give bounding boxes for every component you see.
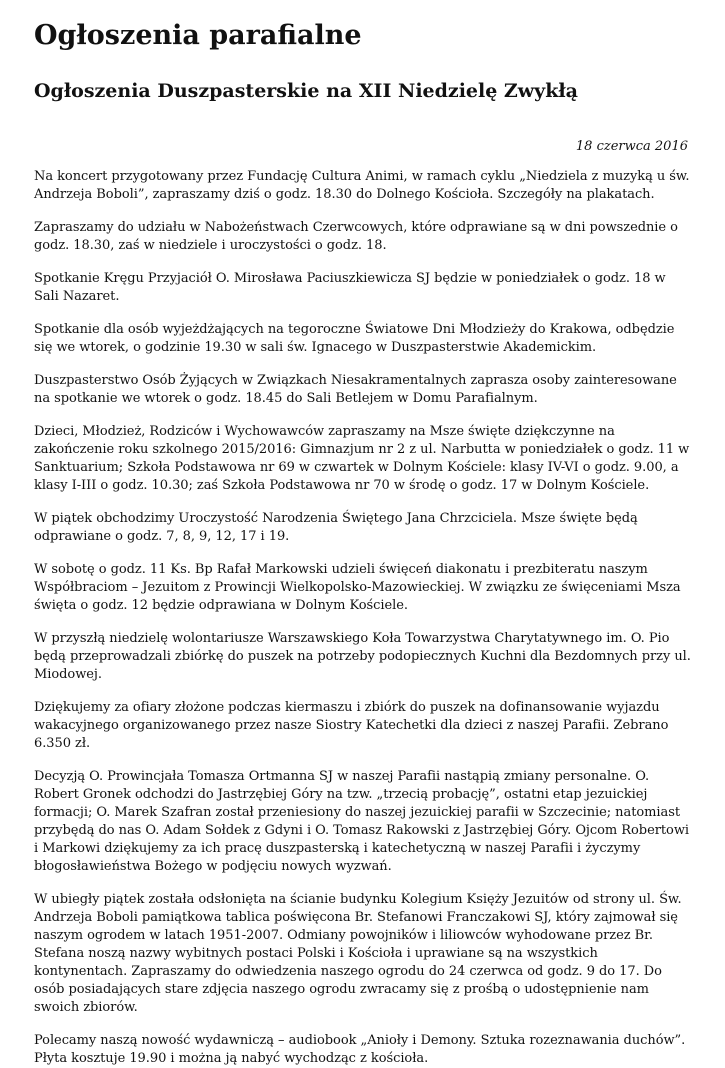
announcement-paragraph: Zapraszamy do udziału w Nabożeństwach Czerwcowych, które odprawiane są w dni powszednie o godz. 18.30, zaś w niedziele i uroczystości o godz. 18.	[34, 220, 678, 253]
announcement-paragraph: Duszpasterstwo Osób Żyjących w Związkach Niesakramentalnych zaprasza osoby zainteresowane na spotkanie we wtorek o godz. 18.45 do Sali Betlejem w Domu Parafialnym.	[34, 373, 677, 406]
announcement-paragraph: Spotkanie dla osób wyjeżdżających na tegoroczne Światowe Dni Młodzieży do Krakowa, odbędzie się we wtorek, o godzinie 19.30 w sali św. Ignacego w Duszpasterstwie Akademickim.	[34, 322, 675, 355]
announcement-paragraph: Decyzją O. Prowincjała Tomasza Ortmanna SJ w naszej Parafii nastąpią zmiany personalne. O. Robert Gronek odchodzi do Jastrzębiej Góry na tzw. „trzecią probację”, ostatni etap jezuickiej formacji; O. Marek Szafran został przeniesiony do naszej jezuickiej parafii w Szczecinie; natomiast przybędą do nas O. Adam Sołdek z Gdyni i O. Tomasz Rakowski z Jastrzębiej Góry. Ojcom Robertowi i Markowi dziękujemy za ich pracę duszpasterską i katechetyczną w naszej Parafii i życzymy błogosławieństwa Bożego w podjęciu nowych wyzwań.	[34, 769, 690, 874]
announcement-paragraph: W sobotę o godz. 11 Ks. Bp Rafał Markowski udzieli święceń diakonatu i prezbiteratu naszym Współbraciom – Jezuitom z Prowincji Wielkopolsko-Mazowieckiej. W związku ze święceniami Msza święta o godz. 12 będzie odprawiana w Dolnym Kościele.	[34, 562, 681, 613]
page-title: Ogłoszenia parafialne	[34, 20, 362, 51]
page-subtitle: Ogłoszenia Duszpasterskie na XII Niedzielę Zwykłą	[34, 80, 578, 102]
announcement-paragraph: Na koncert przygotowany przez Fundację Cultura Animi, w ramach cyklu „Niedziela z muzyką u św. Andrzeja Boboli”, zapraszamy dziś o godz. 18.30 do Dolnego Kościoła. Szczegóły na plakatach.	[34, 169, 690, 202]
announcement-paragraph: W piątek obchodzimy Uroczystość Narodzenia Świętego Jana Chrzciciela. Msze święte będą odprawiane o godz. 7, 8, 9, 12, 17 i 19.	[34, 511, 638, 544]
announcement-paragraph: Dziękujemy za ofiary złożone podczas kiermaszu i zbiórk do puszek na dofinansowanie wyjazdu wakacyjnego organizowanego przez nasze Siostry Katechetki dla dzieci z naszej Parafii. Zebrano 6.350 zł.	[34, 700, 669, 751]
announcement-date: 18 czerwca 2016	[575, 139, 688, 154]
announcement-paragraph: Dzieci, Młodzież, Rodziców i Wychowawców zapraszamy na Msze święte dziękczynne na zakończenie roku szkolnego 2015/2016: Gimnazjum nr 2 z ul. Narbutta w poniedziałek o godz. 11 w Sanktuarium; Szkoła Podstawowa nr 69 w czwartek w Dolnym Kościele: klasy IV-VI o godz. 9.00, a klasy I-III o godz. 10.30; zaś Szkoła Podstawowa nr 70 w środę o godz. 17 w Dolnym Kościele.	[34, 424, 690, 493]
announcement-paragraph: Polecamy naszą nowość wydawniczą – audiobook „Anioły i Demony. Sztuka rozeznawania duchów”. Płyta kosztuje 19.90 i można ją nabyć wychodząc z kościoła.	[34, 1033, 686, 1066]
announcement-paragraph: Spotkanie Kręgu Przyjaciół O. Mirosława Paciuszkiewicza SJ będzie w poniedziałek o godz. 18 w Sali Nazaret.	[34, 271, 666, 304]
announcement-paragraph: W ubiegły piątek została odsłonięta na ścianie budynku Kolegium Księży Jezuitów od strony ul. Św. Andrzeja Boboli pamiątkowa tablica poświęcona Br. Stefanowi Franczakowi SJ, który zajmował się naszym ogrodem w latach 1951-2007. Odmiany powojników i liliowców wyhodowane przez Br. Stefana noszą nazwy wybitnych postaci Polski i Kościoła i uprawiane są na wszystkich kontynentach. Zapraszamy do odwiedzenia naszego ogrodu do 24 czerwca od godz. 9 do 17. Do osób posiadających stare zdjęcia naszego ogrodu zwracamy się z prośbą o udostępnienie nam swoich zbiorów.	[34, 892, 682, 1015]
announcements-body	[34, 168, 691, 1068]
announcement-paragraph: W przyszłą niedzielę wolontariusze Warszawskiego Koła Towarzystwa Charytatywnego im. O. Pio będą przeprowadzali zbiórkę do puszek na potrzeby podopiecznych Kuchni dla Bezdomnych przy ul. Miodowej.	[34, 631, 691, 682]
